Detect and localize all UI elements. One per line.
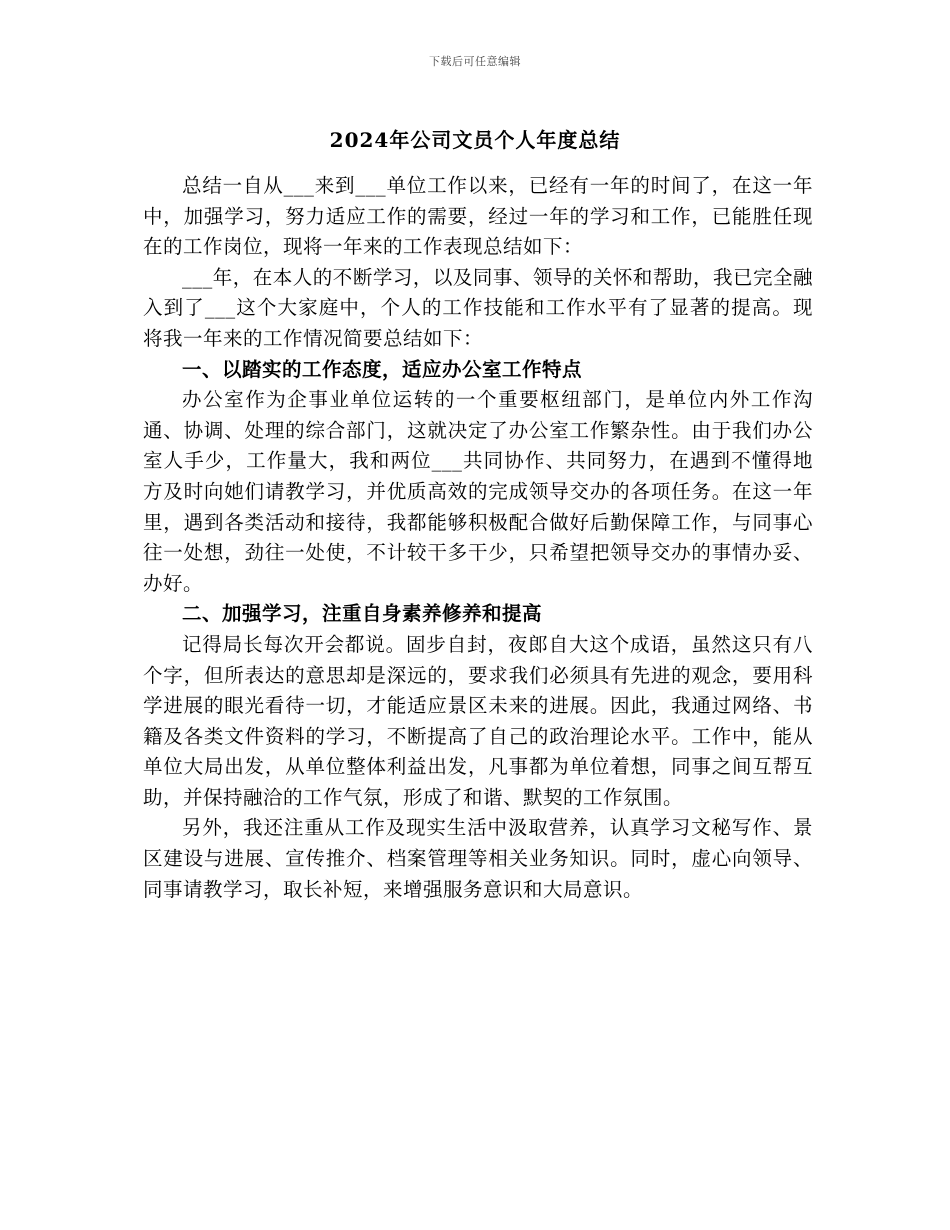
document-title: 2024年公司文员个人年度总结 — [329, 128, 621, 152]
paragraph-intro: 总结一自从___来到___单位工作以来，已经有一年的时间了，在这一年中，加强学习，努力适应工作的需要，经过一年的学习和工作，已能胜任现在的工作岗位，现将一年来的工作表现总结如下： — [143, 174, 813, 259]
paragraph-section-2b: 另外，我还注重从工作及现实生活中汲取营养，认真学习文秘写作、景区建设与进展、宣传推介、档案管理等相关业务知识。同时，虚心向领导、同事请教学习，取长补短，来增强服务意识和大局意识。 — [143, 816, 813, 901]
paragraph-section-1: 办公室作为企事业单位运转的一个重要枢纽部门，是单位内外工作沟通、协调、处理的综合部门，这就决定了办公室工作繁杂性。由于我们办公室人手少，工作量大，我和两位___共同协作、共同努力，在遇到不懂得地方及时向她们请教学习，并优质高效的完成领导交办的各项任务。在这一年里，遇到各类活动和接待，我都能够积极配合做好后勤保障工作，与同事心往一处想，劲往一处使，不计较干多干少，只希望把领导交办的事情办妥、办好。 — [143, 388, 813, 595]
section-heading-1: 一、以踏实的工作态度，适应办公室工作特点 — [182, 357, 583, 381]
header-note: 下载后可任意编辑 — [429, 55, 521, 68]
paragraph-section-2a: 记得局长每次开会都说。固步自封，夜郎自大这个成语，虽然这只有八个字，但所表达的意思却是深远的，要求我们必须具有先进的观念，要用科学进展的眼光看待一切，才能适应景区未来的进展。因此，我通过网络、书籍及各类文件资料的学习，不断提高了自己的政治理论水平。工作中，能从单位大局出发，从单位整体利益出发，凡事都为单位着想，同事之间互帮互助，并保持融洽的工作气氛，形成了和谐、默契的工作氛围。 — [143, 632, 813, 809]
section-heading-2: 二、加强学习，注重自身素养修养和提高 — [182, 602, 543, 626]
document-body — [143, 171, 813, 905]
paragraph-overview: ___年，在本人的不断学习，以及同事、领导的关怀和帮助，我已完全融入到了___这个大家庭中，个人的工作技能和工作水平有了显著的提高。现将我一年来的工作情况简要总结如下： — [143, 265, 813, 350]
